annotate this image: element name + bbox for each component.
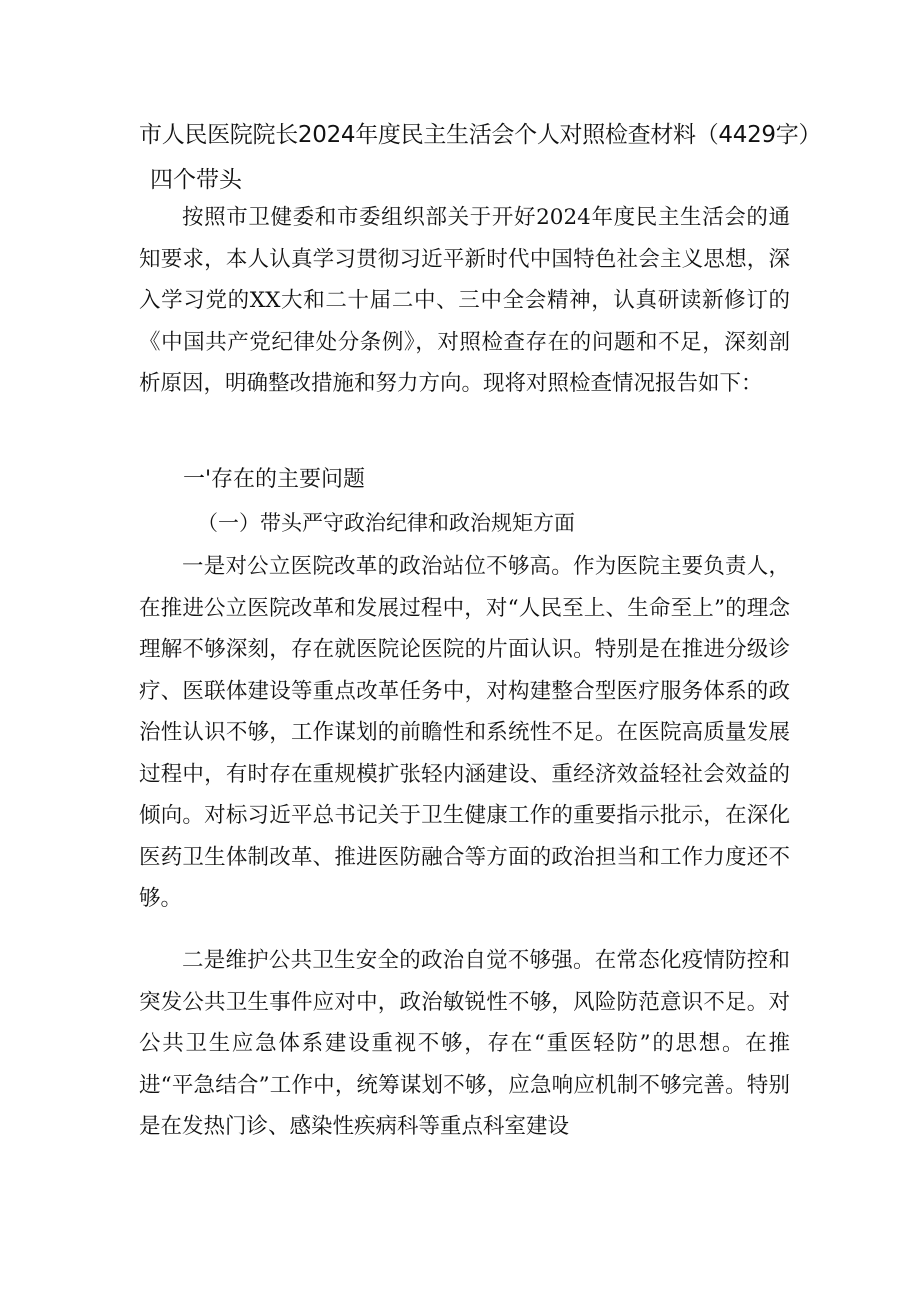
paragraph-problem-one: 一是对公立医院改革的政治站位不够高。作为医院主要负责人，在推进公立医院改革和发展过程中，对“人民至上、生命至上”的理念理解不够深刻，存在就医院论医院的片面认识。特别是在推进分级诊疗、医联体建设等重点改革任务中，对构建整合型医疗服务体系的政治性认识不够，工作谋划的前瞻性和系统性不足。在医院高质量发展过程中，有时存在重规模扩张轻内涵建设、重经济效益轻社会效益的倾向。对标习近平总书记关于卫生健康工作的重要指示批示，在深化医药卫生体制改革、推进医防融合等方面的政治担当和工作力度还不够。 bbox=[139, 554, 790, 911]
document-title: 市人民医院院长2024年度民主生活会个人对照检查材料（4429字） bbox=[139, 122, 822, 148]
document-subtitle: 四个带头 bbox=[150, 167, 242, 193]
intro-paragraph: 按照市卫健委和市委组织部关于开好2024年度民主生活会的通知要求，本人认真学习贯彻习近平新时代中国特色社会主义思想，深入学习党的XX大和二十届二中、三中全会精神，认真研读新修订的《中国共产党纪律处分条例》，对照检查存在的问题和不足，深刻剖析原因，明确整改措施和努力方向。现将对照检查情况报告如下： bbox=[139, 205, 790, 396]
sub-heading: （一）带头严守政治纪律和政治规矩方面 bbox=[197, 511, 575, 535]
section-heading: 一'存在的主要问题 bbox=[183, 467, 366, 492]
paragraph-problem-two: 二是维护公共卫生安全的政治自觉不够强。在常态化疫情防控和突发公共卫生事件应对中，政治敏锐性不够，风险防范意识不足。对公共卫生应急体系建设重视不够，存在“重医轻防”的思想。在推进“平急结合”工作中，统筹谋划不够，应急响应机制不够完善。特别是在发热门诊、感染性疾病科等重点科室建设 bbox=[139, 948, 790, 1139]
